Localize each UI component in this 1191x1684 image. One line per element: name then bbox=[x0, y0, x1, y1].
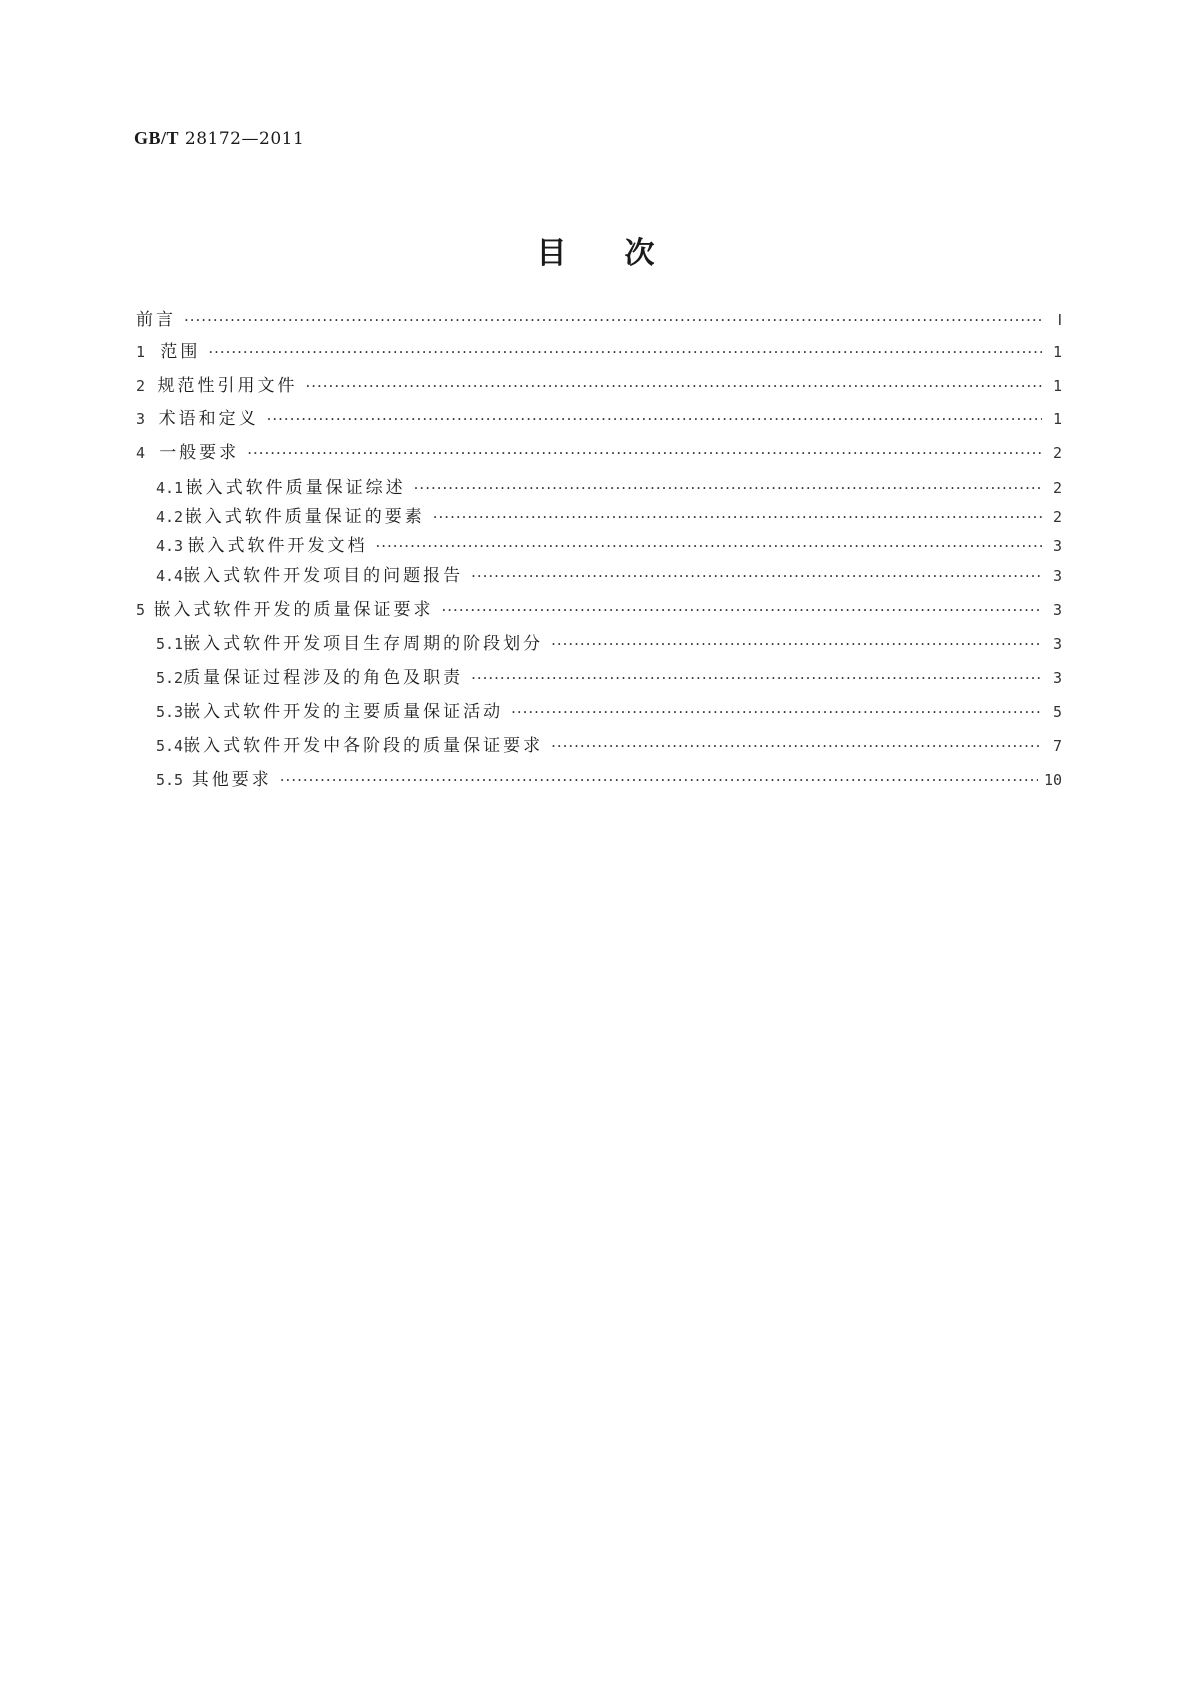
toc-leader bbox=[414, 477, 1042, 499]
toc-entry-4-3[interactable] bbox=[156, 535, 1062, 557]
toc-number: 5 bbox=[136, 601, 146, 619]
toc-label: 嵌入式软件开发项目的问题报告 bbox=[183, 566, 464, 586]
toc-page: 3 bbox=[1052, 537, 1062, 555]
toc-number: 4.1 bbox=[156, 479, 184, 497]
toc-label: 前言 bbox=[136, 310, 176, 330]
toc-entry-foreword[interactable] bbox=[136, 309, 1062, 331]
toc-entry-5-3[interactable] bbox=[156, 701, 1062, 723]
toc-number: 2 bbox=[136, 377, 146, 395]
toc-leader bbox=[375, 535, 1042, 557]
toc-number: 4.3 bbox=[156, 537, 184, 555]
toc-entry-4-2[interactable] bbox=[156, 506, 1062, 528]
toc-label: 嵌入式软件开发的主要质量保证活动 bbox=[183, 702, 504, 722]
toc-leader bbox=[471, 667, 1042, 689]
toc-label: 嵌入式软件开发的质量保证要求 bbox=[153, 600, 434, 620]
toc-label: 术语和定义 bbox=[158, 409, 259, 429]
toc-page: 1 bbox=[1052, 343, 1062, 361]
toc-entry-3[interactable] bbox=[136, 408, 1062, 430]
toc-page: Ⅰ bbox=[1057, 311, 1062, 329]
toc-label: 嵌入式软件开发项目生存周期的阶段划分 bbox=[183, 634, 544, 654]
toc-label: 一般要求 bbox=[159, 443, 240, 463]
toc-number: 4.2 bbox=[156, 508, 184, 526]
toc-page: 1 bbox=[1052, 377, 1062, 395]
toc-number: 4 bbox=[136, 444, 146, 462]
standard-number: 28172—2011 bbox=[179, 129, 305, 149]
toc-number: 1 bbox=[136, 343, 146, 361]
toc-number: 3 bbox=[136, 410, 146, 428]
toc-entry-5[interactable] bbox=[136, 599, 1062, 621]
page-title: 目次 bbox=[536, 236, 713, 271]
toc-entry-4-4[interactable] bbox=[156, 565, 1062, 587]
toc-leader bbox=[208, 341, 1042, 363]
toc-page: 3 bbox=[1052, 669, 1062, 687]
toc-number: 5.3 bbox=[156, 703, 184, 721]
standard-code bbox=[134, 128, 304, 149]
toc-entry-4-1[interactable] bbox=[156, 477, 1062, 499]
toc-label: 嵌入式软件开发中各阶段的质量保证要求 bbox=[183, 736, 544, 756]
toc-number: 5.4 bbox=[156, 737, 184, 755]
toc-label: 其他要求 bbox=[191, 770, 272, 790]
toc-leader bbox=[247, 442, 1042, 464]
toc-page: 1 bbox=[1052, 410, 1062, 428]
toc-entry-5-4[interactable] bbox=[156, 735, 1062, 757]
toc-label: 嵌入式软件质量保证综述 bbox=[185, 478, 406, 498]
toc-page: 3 bbox=[1052, 567, 1062, 585]
toc-leader bbox=[511, 701, 1042, 723]
toc-page: 10 bbox=[1043, 771, 1062, 789]
toc-entry-5-1[interactable] bbox=[156, 633, 1062, 655]
toc-page: 2 bbox=[1052, 479, 1062, 497]
standard-prefix: GB/T bbox=[134, 128, 180, 148]
toc-label: 范围 bbox=[160, 342, 201, 362]
toc-leader bbox=[442, 599, 1042, 621]
toc-label: 规范性引用文件 bbox=[157, 376, 298, 396]
toc-label: 嵌入式软件质量保证的要素 bbox=[184, 507, 425, 527]
toc-leader bbox=[551, 633, 1042, 655]
toc-entry-5-5[interactable] bbox=[156, 769, 1062, 791]
toc-page: 3 bbox=[1052, 601, 1062, 619]
toc-leader bbox=[305, 375, 1042, 397]
toc-page: 3 bbox=[1052, 635, 1062, 653]
toc-number: 5.2 bbox=[156, 669, 184, 687]
toc-label: 质量保证过程涉及的角色及职责 bbox=[183, 668, 464, 688]
toc-entry-5-2[interactable] bbox=[156, 667, 1062, 689]
toc-entry-1[interactable] bbox=[136, 341, 1062, 363]
toc-leader bbox=[184, 309, 1042, 331]
toc-page: 5 bbox=[1052, 703, 1062, 721]
toc-leader bbox=[433, 506, 1042, 528]
toc-leader bbox=[267, 408, 1042, 430]
toc-leader bbox=[471, 565, 1042, 587]
toc-page: 2 bbox=[1052, 444, 1062, 462]
toc-leader bbox=[551, 735, 1042, 757]
toc-entry-2[interactable] bbox=[136, 375, 1062, 397]
toc-leader bbox=[280, 769, 1038, 791]
toc-label: 嵌入式软件开发文档 bbox=[187, 536, 368, 556]
toc-number: 4.4 bbox=[156, 567, 184, 585]
toc-page: 7 bbox=[1052, 737, 1062, 755]
toc-number: 5.1 bbox=[156, 635, 184, 653]
toc-page: 2 bbox=[1052, 508, 1062, 526]
toc-entry-4[interactable] bbox=[136, 442, 1062, 464]
toc-number: 5.5 bbox=[156, 771, 184, 789]
